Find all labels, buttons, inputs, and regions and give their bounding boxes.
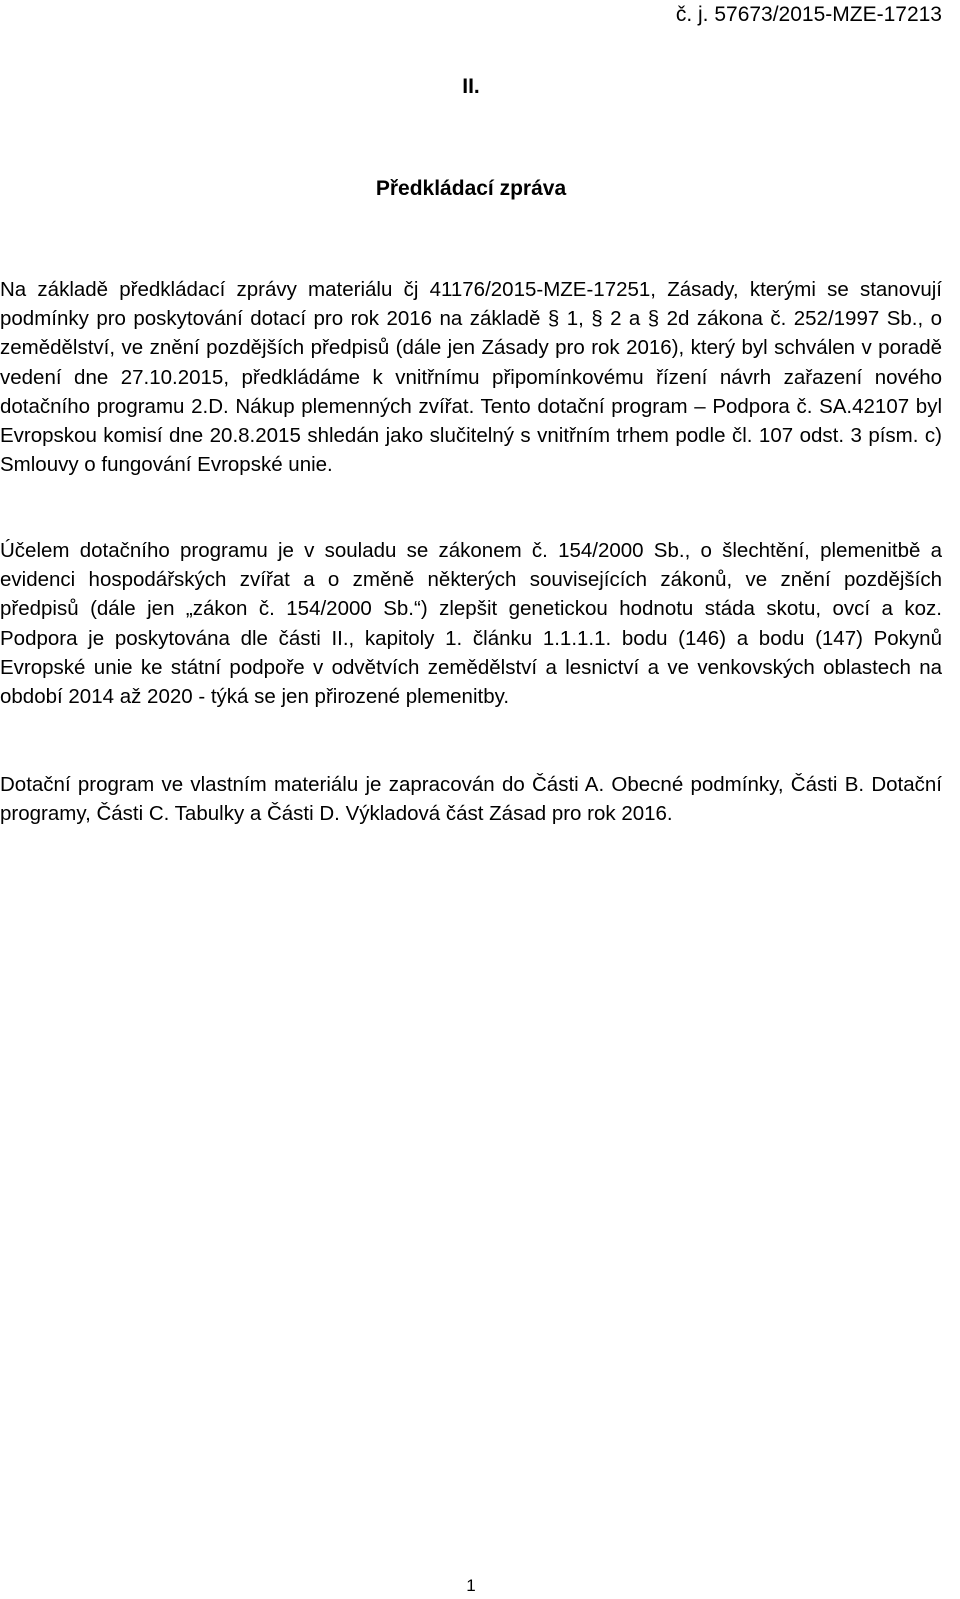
- section-numeral: II.: [462, 75, 480, 98]
- page-number: 1: [466, 1576, 476, 1595]
- reference-number: č. j. 57673/2015-MZE-17213: [675, 3, 942, 26]
- paragraph-purpose: Účelem dotačního programu je v souladu se zákonem č. 154/2000 Sb., o šlechtění, plemenitbě a evidenci hospodářských zvířat a o změně některých souvisejících zákonů, ve znění pozdějších předpisů (dále jen „zákon č. 154/2000 Sb.“) zlepšit genetickou hodnotu stáda skotu, ovcí a koz. Podpora je poskytována dle části II., kapitoly 1. článku 1.1.1.1. bodu (146) a bodu (147) Pokynů Evropské unie ke státní podpoře v odvětvích zemědělství a lesnictví a ve venkovských oblastech na období 2014 až 2020 - týká se jen přirozené plemenitby.: [0, 539, 942, 709]
- document-title: Předkládací zpráva: [375, 177, 567, 200]
- paragraph-introduction: Na základě předkládací zprávy materiálu čj 41176/2015-MZE-17251, Zásady, kterými se stanovují podmínky pro poskytování dotací pro rok 2016 na základě § 1, § 2 a § 2d zákona č. 252/1997 Sb., o zemědělství, ve znění pozdějších předpisů (dále jen Zásady pro rok 2016), který byl schválen v poradě vedení dne 27.10.2015, předkládáme k vnitřnímu připomínkovému řízení návrh zařazení nového dotačního programu 2.D. Nákup plemenných zvířat. Tento dotační program – Podpora č. SA.42107 byl Evropskou komisí dne 20.8.2015 shledán jako slučitelný s vnitřním trhem podle čl. 107 odst. 3 písm. c) Smlouvy o fungování Evropské unie.: [0, 278, 942, 477]
- paragraph-incorporation: Dotační program ve vlastním materiálu je zapracován do Části A. Obecné podmínky, Části B. Dotační programy, Části C. Tabulky a Části D. Výkladová část Zásad pro rok 2016.: [0, 773, 942, 826]
